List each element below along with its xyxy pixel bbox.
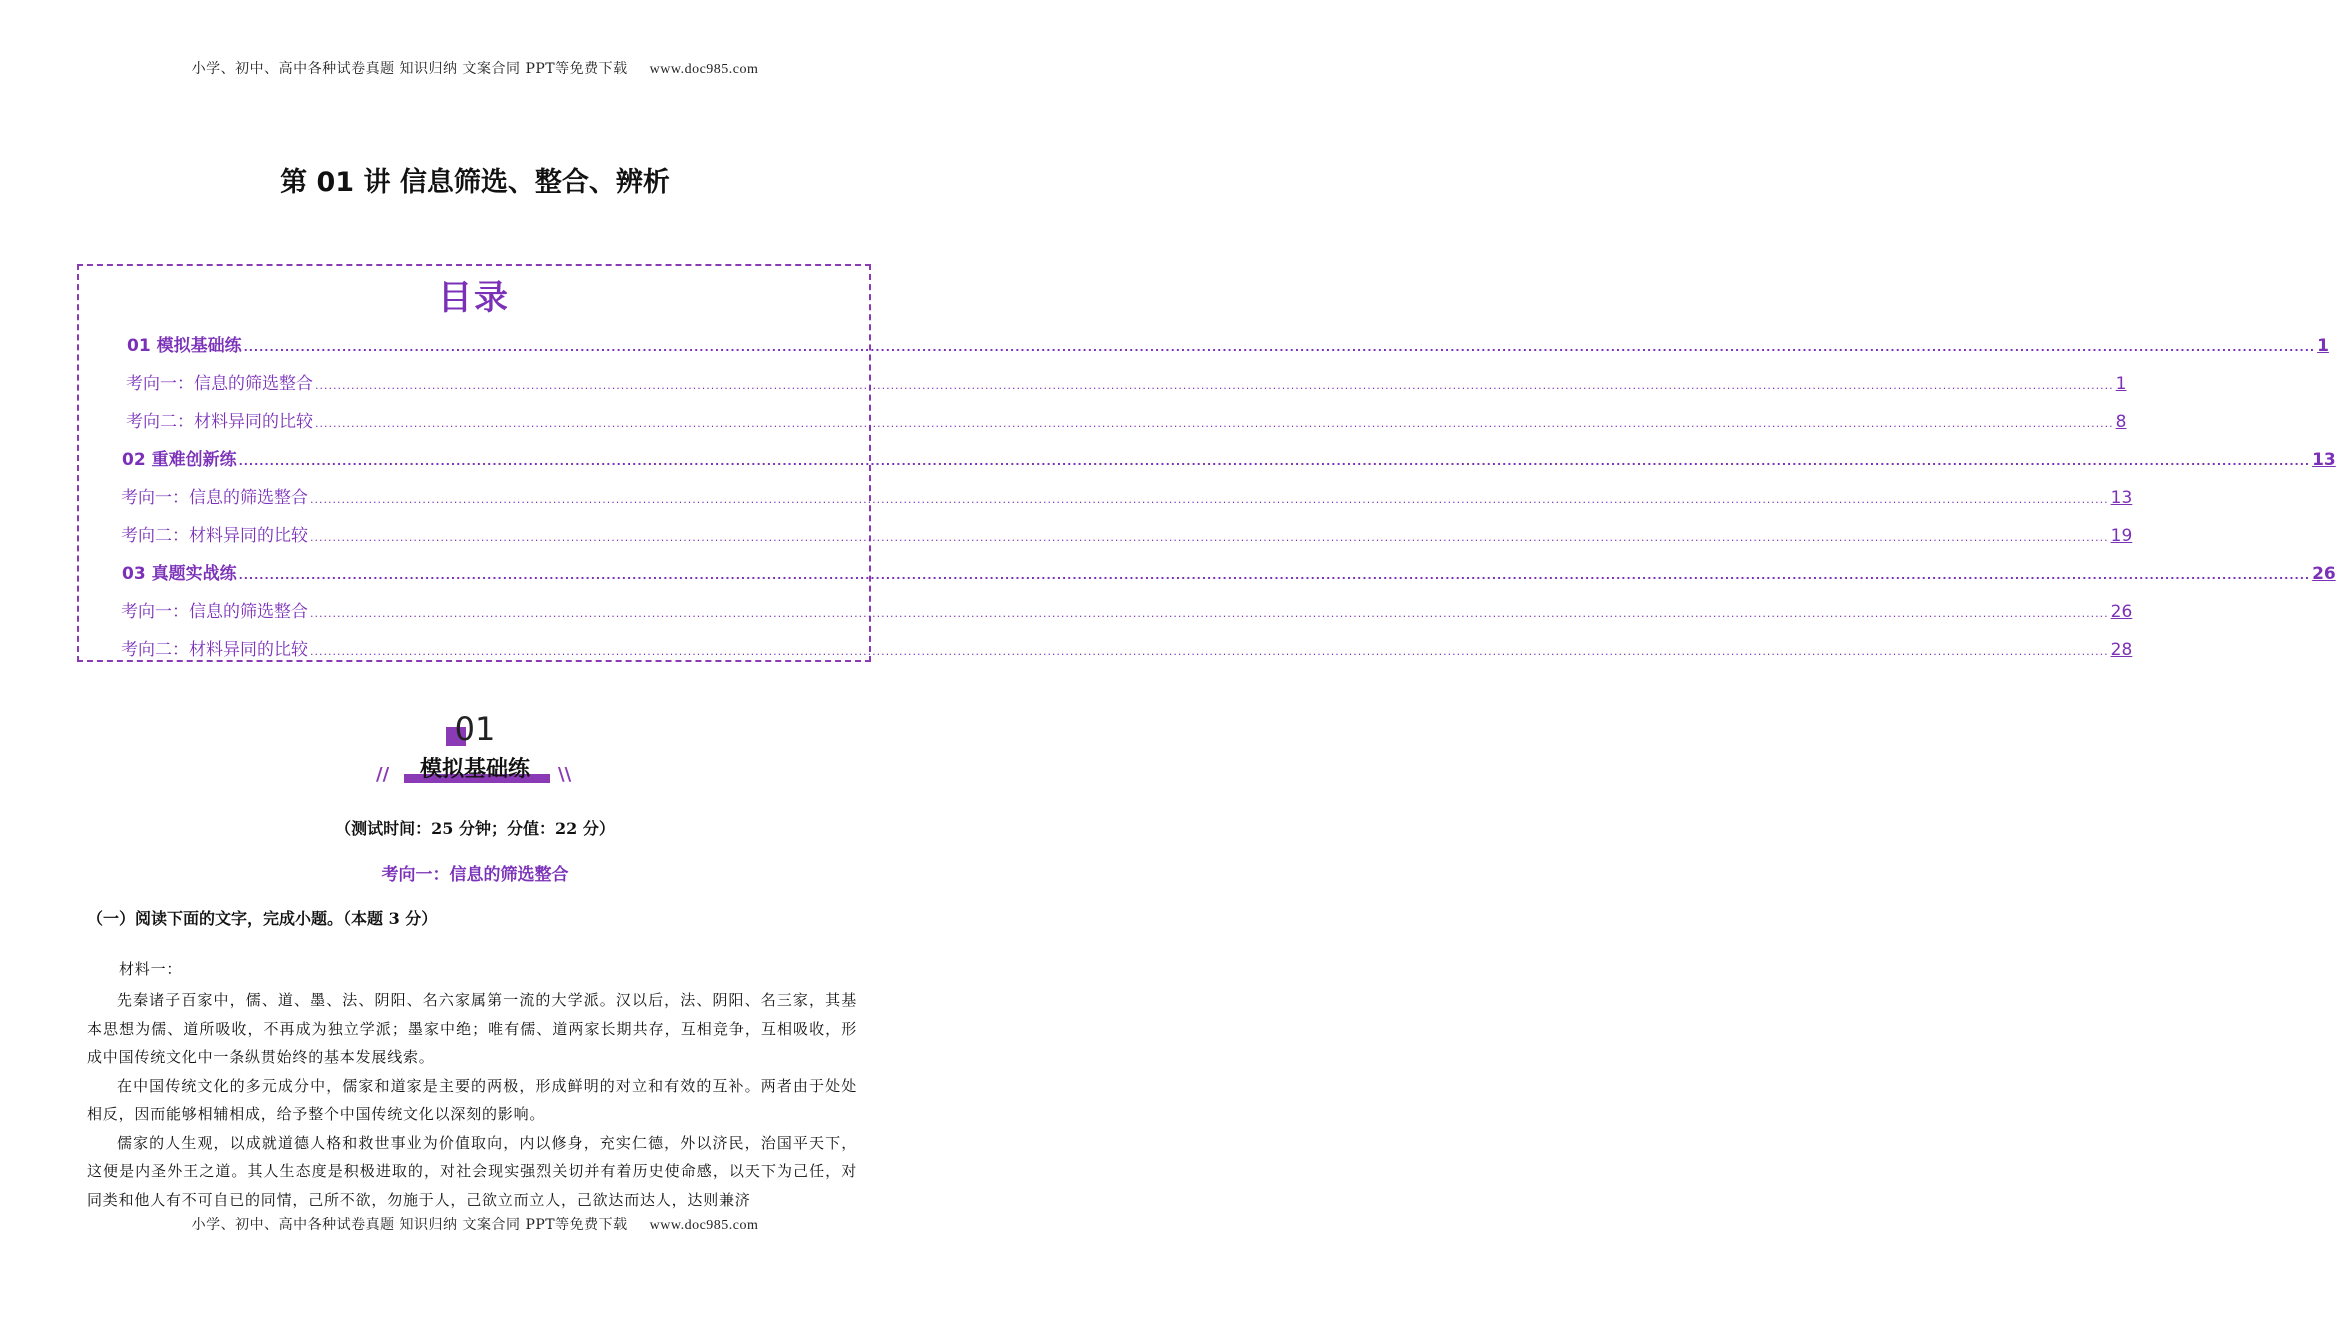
paragraph: 儒家的人生观，以成就道德人格和救世事业为价值取向，内以修身，充实仁德，外以济民，治国平天下，这便是内圣外王之道。其人生态度是积极进取的，对社会现实强烈关切并有着历史使命感，以天下为己任，对同类和他人有不可自已的同情，己所不欲，勿施于人，己欲立而立人，己欲达而达人，达则兼济 bbox=[87, 1133, 857, 1209]
paragraph: 先秦诸子百家中，儒、道、墨、法、阴阳、名六家属第一流的大学派。汉以后，法、阴阳、名三家，其基本思想为儒、道所吸收，不再成为独立学派；墨家中绝；唯有儒、道两家长期共存，互相竞争，互相吸收，形成中国传统文化中一条纵贯始终的基本发展线索。 bbox=[87, 991, 857, 1066]
toc-leader-dots: ................................................................................................................................................................................................................................................................................................................................................................................................................ bbox=[238, 569, 2311, 582]
toc-entry[interactable] bbox=[126, 369, 2127, 394]
toc-entry-label: 考向一：信息的筛选整合 bbox=[121, 488, 308, 508]
toc-entry[interactable] bbox=[121, 483, 2133, 508]
toc-entry-page[interactable]: 26 bbox=[2312, 564, 2336, 584]
header-text: 小学、初中、高中各种试卷真题 知识归纳 文案合同 PPT等免费下载 bbox=[191, 61, 628, 77]
toc-entry[interactable] bbox=[126, 407, 2127, 432]
toc-entry-label: 考向二：材料异同的比较 bbox=[126, 412, 313, 432]
toc-entry-label: 考向二：材料异同的比较 bbox=[121, 526, 308, 546]
left-slash-decoration: // bbox=[376, 764, 390, 785]
toc-entry-page[interactable]: 13 bbox=[2312, 450, 2336, 470]
page-footer bbox=[0, 1214, 950, 1234]
right-slash-decoration: \\ bbox=[558, 764, 572, 785]
toc-entry-page[interactable]: 19 bbox=[2110, 526, 2133, 546]
reading-passage bbox=[87, 986, 857, 1214]
table-of-contents bbox=[77, 264, 2336, 662]
section-number: 01 bbox=[454, 710, 496, 748]
toc-entry-page[interactable]: 26 bbox=[2110, 602, 2133, 622]
toc-entry[interactable] bbox=[122, 559, 2336, 584]
question-heading: （一）阅读下面的文字，完成小题。（本题 3 分） bbox=[87, 909, 438, 928]
toc-heading: 目录 bbox=[438, 278, 510, 318]
test-info: （测试时间：25 分钟；分值：22 分） bbox=[335, 819, 615, 838]
footer-url[interactable]: www.doc985.com bbox=[649, 1218, 759, 1233]
section-name: 模拟基础练 bbox=[419, 757, 530, 782]
toc-leader-dots: ................................................................................................................................................................................................................................................................................................................................................................................................................ bbox=[315, 379, 2114, 392]
toc-entry[interactable] bbox=[121, 635, 2133, 660]
toc-leader-dots: ................................................................................................................................................................................................................................................................................................................................................................................................................ bbox=[243, 341, 2316, 354]
paragraph: 在中国传统文化的多元成分中，儒家和道家是主要的两极，形成鲜明的对立和有效的互补。两者由于处处相反，因而能够相辅相成，给予整个中国传统文化以深刻的影响。 bbox=[87, 1076, 857, 1123]
toc-entry-page[interactable]: 13 bbox=[2110, 488, 2133, 508]
toc-entry[interactable] bbox=[127, 331, 2329, 356]
toc-leader-dots: ................................................................................................................................................................................................................................................................................................................................................................................................................ bbox=[310, 493, 2109, 506]
toc-entry-page[interactable]: 1 bbox=[2317, 336, 2329, 356]
page-header bbox=[0, 58, 950, 78]
footer-text: 小学、初中、高中各种试卷真题 知识归纳 文案合同 PPT等免费下载 bbox=[191, 1217, 628, 1233]
toc-leader-dots: ................................................................................................................................................................................................................................................................................................................................................................................................................ bbox=[310, 645, 2109, 658]
toc-leader-dots: ................................................................................................................................................................................................................................................................................................................................................................................................................ bbox=[310, 531, 2109, 544]
toc-leader-dots: ................................................................................................................................................................................................................................................................................................................................................................................................................ bbox=[310, 607, 2109, 620]
toc-entry-page[interactable]: 1 bbox=[2115, 374, 2127, 394]
toc-entry-label: 考向一：信息的筛选整合 bbox=[126, 374, 313, 394]
page-title: 第 01 讲 信息筛选、整合、辨析 bbox=[280, 167, 670, 198]
material-label: 材料一： bbox=[119, 960, 183, 978]
toc-entry-label: 02 重难创新练 bbox=[122, 450, 237, 470]
toc-entry-label: 考向二：材料异同的比较 bbox=[121, 640, 308, 660]
subsection-heading: 考向一：信息的筛选整合 bbox=[381, 865, 569, 885]
toc-entry[interactable] bbox=[122, 445, 2336, 470]
toc-entry-label: 01 模拟基础练 bbox=[127, 336, 242, 356]
toc-entry-page[interactable]: 28 bbox=[2110, 640, 2133, 660]
toc-leader-dots: ................................................................................................................................................................................................................................................................................................................................................................................................................ bbox=[238, 455, 2311, 468]
toc-entry-label: 考向一：信息的筛选整合 bbox=[121, 602, 308, 622]
toc-entry-label: 03 真题实战练 bbox=[122, 564, 237, 584]
toc-entry[interactable] bbox=[121, 521, 2133, 546]
toc-leader-dots: ................................................................................................................................................................................................................................................................................................................................................................................................................ bbox=[315, 417, 2114, 430]
toc-entry-page[interactable]: 8 bbox=[2115, 412, 2127, 432]
toc-entry[interactable] bbox=[121, 597, 2133, 622]
header-url[interactable]: www.doc985.com bbox=[649, 62, 759, 77]
